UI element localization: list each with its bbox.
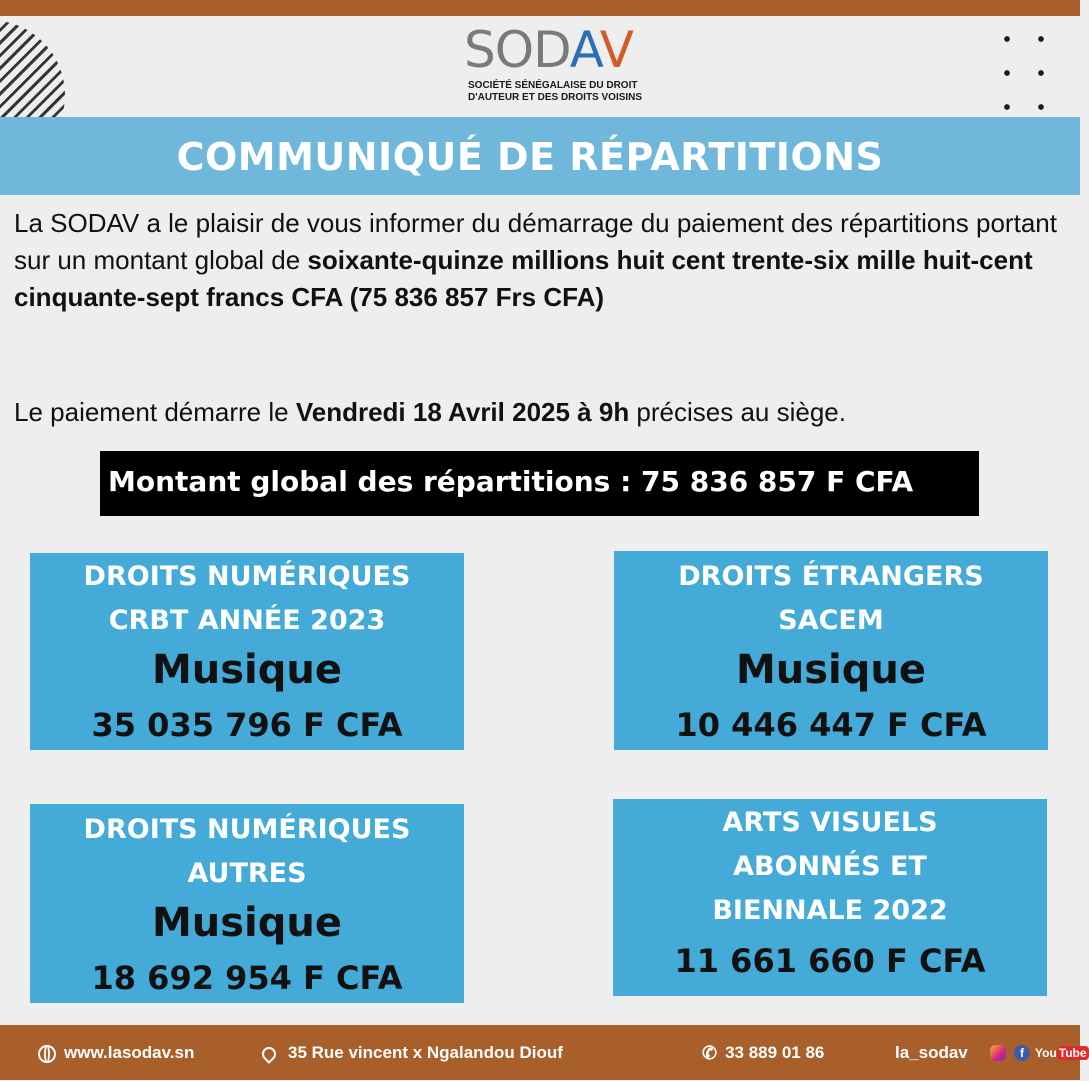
page-title: COMMUNIQUÉ DE RÉPARTITIONS — [176, 135, 884, 179]
card-droits-numeriques-autres: DROITS NUMÉRIQUES AUTRES Musique 18 692 954 F CFA — [30, 804, 464, 1003]
footer-phone[interactable]: ✆ 33 889 01 86 — [702, 1025, 824, 1081]
card-droits-numeriques-crbt: DROITS NUMÉRIQUES CRBT ANNÉE 2023 Musique 35 035 796 F CFA — [30, 553, 464, 750]
payment-date-line: Le paiement démarre le Vendredi 18 Avril 2025 à 9h précises au siège. — [14, 397, 846, 427]
total-amount-bar — [100, 451, 979, 516]
youtube-icon[interactable]: You Tube — [1035, 1046, 1087, 1060]
title-banner — [0, 117, 1080, 195]
card-droits-etrangers-sacem: DROITS ÉTRANGERS SACEM Musique 10 446 447 F CFA — [614, 551, 1048, 750]
logo-subtitle: SOCIÉTÉ SÉNÉGALAISE DU DROIT D'AUTEUR ET DES DROITS VOISINS — [468, 80, 643, 103]
footer-social-handle[interactable]: la_sodav — [895, 1043, 968, 1062]
card-arts-visuels: ARTS VISUELS ABONNÉS ET BIENNALE 2022 11 661 660 F CFA — [613, 799, 1047, 996]
total-amount-label: Montant global des répartitions : 75 836 857 F CFA — [108, 465, 914, 498]
globe-icon — [38, 1045, 56, 1063]
instagram-icon[interactable] — [990, 1045, 1006, 1061]
location-pin-icon — [259, 1044, 279, 1064]
logo-wordmark: SODAV — [464, 21, 633, 79]
top-border — [0, 0, 1080, 16]
phone-icon: ✆ — [702, 1043, 718, 1064]
facebook-icon[interactable]: f — [1014, 1045, 1030, 1061]
sodav-logo — [460, 22, 680, 107]
footer-website[interactable]: www.lasodav.sn — [38, 1025, 194, 1080]
footer-address: 35 Rue vincent x Ngalandou Diouf — [262, 1025, 563, 1080]
intro-paragraph: La SODAV a le plaisir de vous informer du démarrage du paiement des répartitions portant sur un montant global de soixante-quinze millions huit cent trente-six mille huit-cent cinquante-sept francs CFA (75 836 857 Frs CFA) — [14, 208, 1057, 312]
footer — [0, 1025, 1087, 1080]
